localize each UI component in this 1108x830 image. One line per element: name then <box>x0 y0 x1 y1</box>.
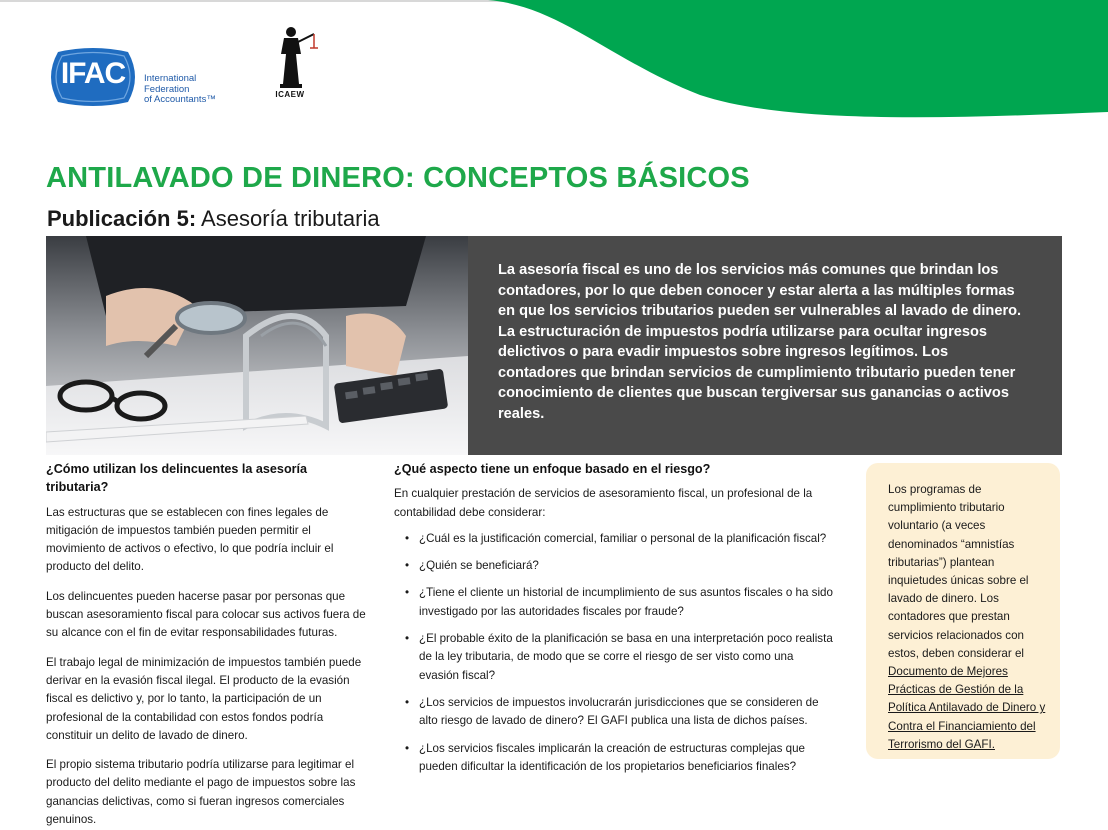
bullet-icon: • <box>405 695 410 709</box>
ifac-logo <box>44 46 234 116</box>
gafi-document-link[interactable]: Documento de Mejores Prácticas de Gestión de la Política Antilavado de Dinero y Contra el Financiamiento del Terrorismo del GAFI. <box>888 665 1046 751</box>
hero-photo-image <box>46 236 468 455</box>
left-column <box>46 460 368 830</box>
icaew-logo <box>270 24 322 100</box>
icaew-abbr: ICAEW <box>275 90 305 99</box>
ifac-abbr: IFAC <box>60 57 126 90</box>
list-item <box>394 557 834 575</box>
list-item <box>394 530 834 548</box>
list-item-text: ¿Cuál es la justificación comercial, familiar o personal de la planificación fiscal? <box>419 531 827 545</box>
left-paragraph: El trabajo legal de minimización de impuestos también puede derivar en la evasión fiscal ilegal. El producto de la evasión fiscal es delictivo y, por lo tanto, la participación de un profesional de la contabilidad con estos fondos podría constituir un delito de lavado de dinero. <box>46 655 362 742</box>
ifac-name-line2: Federation <box>144 83 190 95</box>
sidebar-callout <box>866 463 1060 759</box>
list-item-text: ¿Los servicios fiscales implicarán la creación de estructuras complejas que pueden dificultar la identificación de los propietarios beneficiarios finales? <box>419 741 805 773</box>
list-item <box>394 584 834 621</box>
bullet-icon: • <box>405 559 410 573</box>
list-item <box>394 694 834 731</box>
list-item-text: ¿Los servicios de impuestos involucrarán jurisdicciones que se consideren de alto riesgo de lavado de dinero? El GAFI publica una lista de dichos países. <box>419 695 819 728</box>
list-item-text: ¿Quién se beneficiará? <box>419 559 539 573</box>
left-paragraph: Los delincuentes pueden hacerse pasar por personas que buscan asesoramiento fiscal para colocar sus activos fuera de su alcance con el fin de evitar responsabilidades futuras. <box>46 589 366 640</box>
bullet-icon: • <box>405 741 410 755</box>
ifac-name-line3: of Accountants™ <box>144 94 216 105</box>
list-item <box>394 630 834 685</box>
page-title: ANTILAVADO DE DINERO: CONCEPTOS BÁSICOS <box>46 162 750 194</box>
subtitle-text: Asesoría tributaria <box>196 206 380 231</box>
bullet-icon: • <box>405 586 410 600</box>
left-column-heading: ¿Cómo utilizan los delincuentes la asesoría tributaria? <box>46 462 308 495</box>
left-paragraph: El propio sistema tributario podría utilizarse para legitimar el producto del delito mediante el pago de impuestos sobre las ganancias delictivas, como si fueran ingresos comerciales genuinos. <box>46 758 356 827</box>
icaew-figure-icon <box>270 24 322 90</box>
list-item-text: ¿El probable éxito de la planificación se basa en una interpretación poco realista de la ley tributaria, de modo que se corre el riesgo de ser visto como una evasión fiscal? <box>419 632 833 682</box>
ifac-name <box>144 74 216 106</box>
intro-text: La asesoría fiscal es uno de los servicios más comunes que brindan los contadores, por lo que deben conocer y estar alerta a las múltiples formas en que los servicios tributarios pueden ser vulnerables al lavado de dinero. La estructuración de impuestos podría utilizarse para ocultar ingresos delictivos o para evadir impuestos sobre ingresos legítimos. Los contadores que brindan servicios de cumplimiento tributario pueden tener conocimiento de clientes que buscan tergiversar sus ganancias o activos reales. <box>498 262 1022 422</box>
ifac-name-line1: International <box>144 73 197 84</box>
bullet-icon: • <box>405 531 410 545</box>
bullet-icon: • <box>405 632 410 646</box>
sidebar-text <box>888 481 1048 754</box>
list-item <box>394 740 834 777</box>
middle-column-heading: ¿Qué aspecto tiene un enfoque basado en el riesgo? <box>394 462 711 476</box>
middle-intro: En cualquier prestación de servicios de asesoramiento fiscal, un profesional de la contabilidad debe considerar: <box>394 487 813 519</box>
risk-question-list <box>394 530 834 776</box>
list-item-text: ¿Tiene el cliente un historial de incumplimiento de sus asuntos fiscales o ha sido investigado por las autoridades fiscales por fraude? <box>419 586 833 618</box>
middle-column <box>394 460 834 785</box>
subtitle-label: Publicación 5: <box>47 206 197 231</box>
page-subtitle <box>47 206 380 232</box>
left-paragraph: Las estructuras que se establecen con fines legales de mitigación de impuestos también pueden permitir el movimiento de activos o efectivo, lo que podría incluir el producto del delito. <box>46 505 334 574</box>
hero-photo <box>46 236 468 455</box>
intro-panel <box>468 236 1062 455</box>
sidebar-body: Los programas de cumplimiento tributario voluntario (a veces denominados “amnistías tributarias”) plantean inquietudes únicas sobre el lavado de dinero. Los contadores que prestan servicios relacionados con estos, deben considerar el <box>888 483 1029 660</box>
